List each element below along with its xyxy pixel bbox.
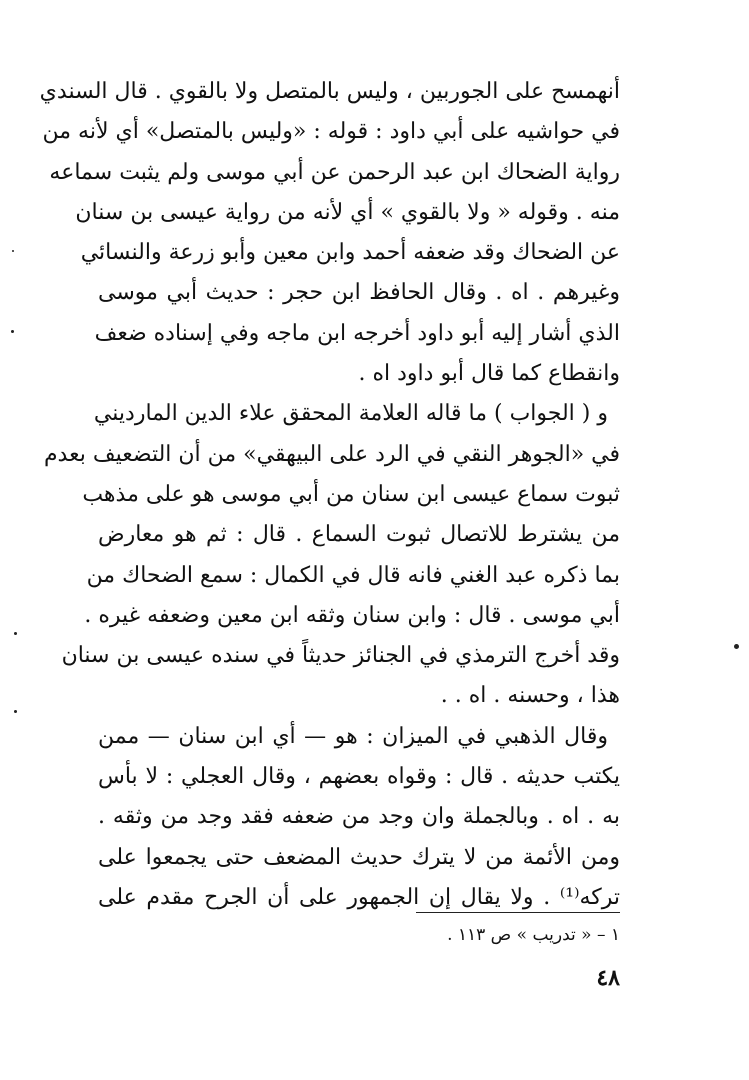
text-line: ثبوت سماع عيسى ابن سنان من أبي موسى هو على مذهب bbox=[82, 481, 620, 507]
page-number: ٤٨ bbox=[596, 965, 620, 991]
text-line: الذي أشار إليه أبو داود أخرجه ابن ماجه وفي إسناده ضعف bbox=[94, 320, 620, 346]
text-line: منه . وقوله « ولا بالقوي » أي لأنه من رواية عيسى بن سنان bbox=[75, 199, 620, 225]
text-line: هذا ، وحسنه . اه . . bbox=[440, 683, 620, 709]
scan-speck bbox=[734, 644, 739, 649]
text-line: بما ذكره عبد الغني فانه قال في الكمال : سمع الضحاك من bbox=[86, 562, 620, 588]
text-line: وغيرهم . اه . وقال الحافظ ابن حجر : حديث أبي موسى bbox=[98, 280, 620, 306]
text-line: أنهمسح على الجوربين ، وليس بالمتصل ولا بالقوي . قال السندي bbox=[39, 79, 620, 104]
text-line: في «الجوهر النقي في الرد على البيهقي» من أن التضعيف بعدم bbox=[43, 441, 620, 467]
scan-speck bbox=[11, 330, 14, 333]
text-line: من يشترط للاتصال ثبوت السماع . قال : ثم هو معارض bbox=[98, 522, 620, 548]
text-line: ومن الأئمة من لا يترك حديث المضعف حتى يجمعوا على bbox=[98, 844, 620, 870]
body-text bbox=[39, 72, 620, 918]
text-line: يكتب حديثه . قال : وقواه بعضهم ، وقال العجلي : لا بأس bbox=[98, 764, 620, 790]
text-line: رواية الضحاك ابن عبد الرحمن عن أبي موسى ولم يثبت سماعه bbox=[49, 159, 620, 185]
footnote-divider bbox=[416, 912, 620, 913]
text-line: وانقطاع كما قال أبو داود اه . bbox=[358, 361, 620, 387]
text-line: وقد أخرج الترمذي في الجنائز حديثاً في سنده عيسى بن سنان bbox=[61, 643, 620, 669]
scan-speck bbox=[14, 710, 17, 713]
text-line: وقال الذهبي في الميزان : هو — أي ابن سنان — ممن bbox=[98, 723, 608, 749]
footnote: ١ – « تدريب » ص ١١٣ . bbox=[447, 925, 620, 945]
scan-speck bbox=[12, 250, 14, 252]
scan-speck bbox=[14, 632, 17, 635]
text-line: به . اه . وبالجملة وان وجد من ضعفه فقد وجد من وثقه . bbox=[98, 804, 620, 830]
text-line: و ( الجواب ) ما قاله العلامة المحقق علاء الدين المارديني bbox=[93, 401, 608, 427]
text-line: تركه⁽¹⁾ . ولا يقال إن الجمهور على أن الجرح مقدم على bbox=[98, 884, 620, 910]
text-line: في حواشيه على أبي داود : قوله : «وليس بالمتصل» أي لأنه من bbox=[42, 119, 620, 145]
text-line: عن الضحاك وقد ضعفه أحمد وابن معين وأبو زرعة والنسائي bbox=[80, 240, 620, 266]
text-line: أبي موسى . قال : وابن سنان وثقه ابن معين وضعفه غيره . bbox=[84, 602, 620, 628]
